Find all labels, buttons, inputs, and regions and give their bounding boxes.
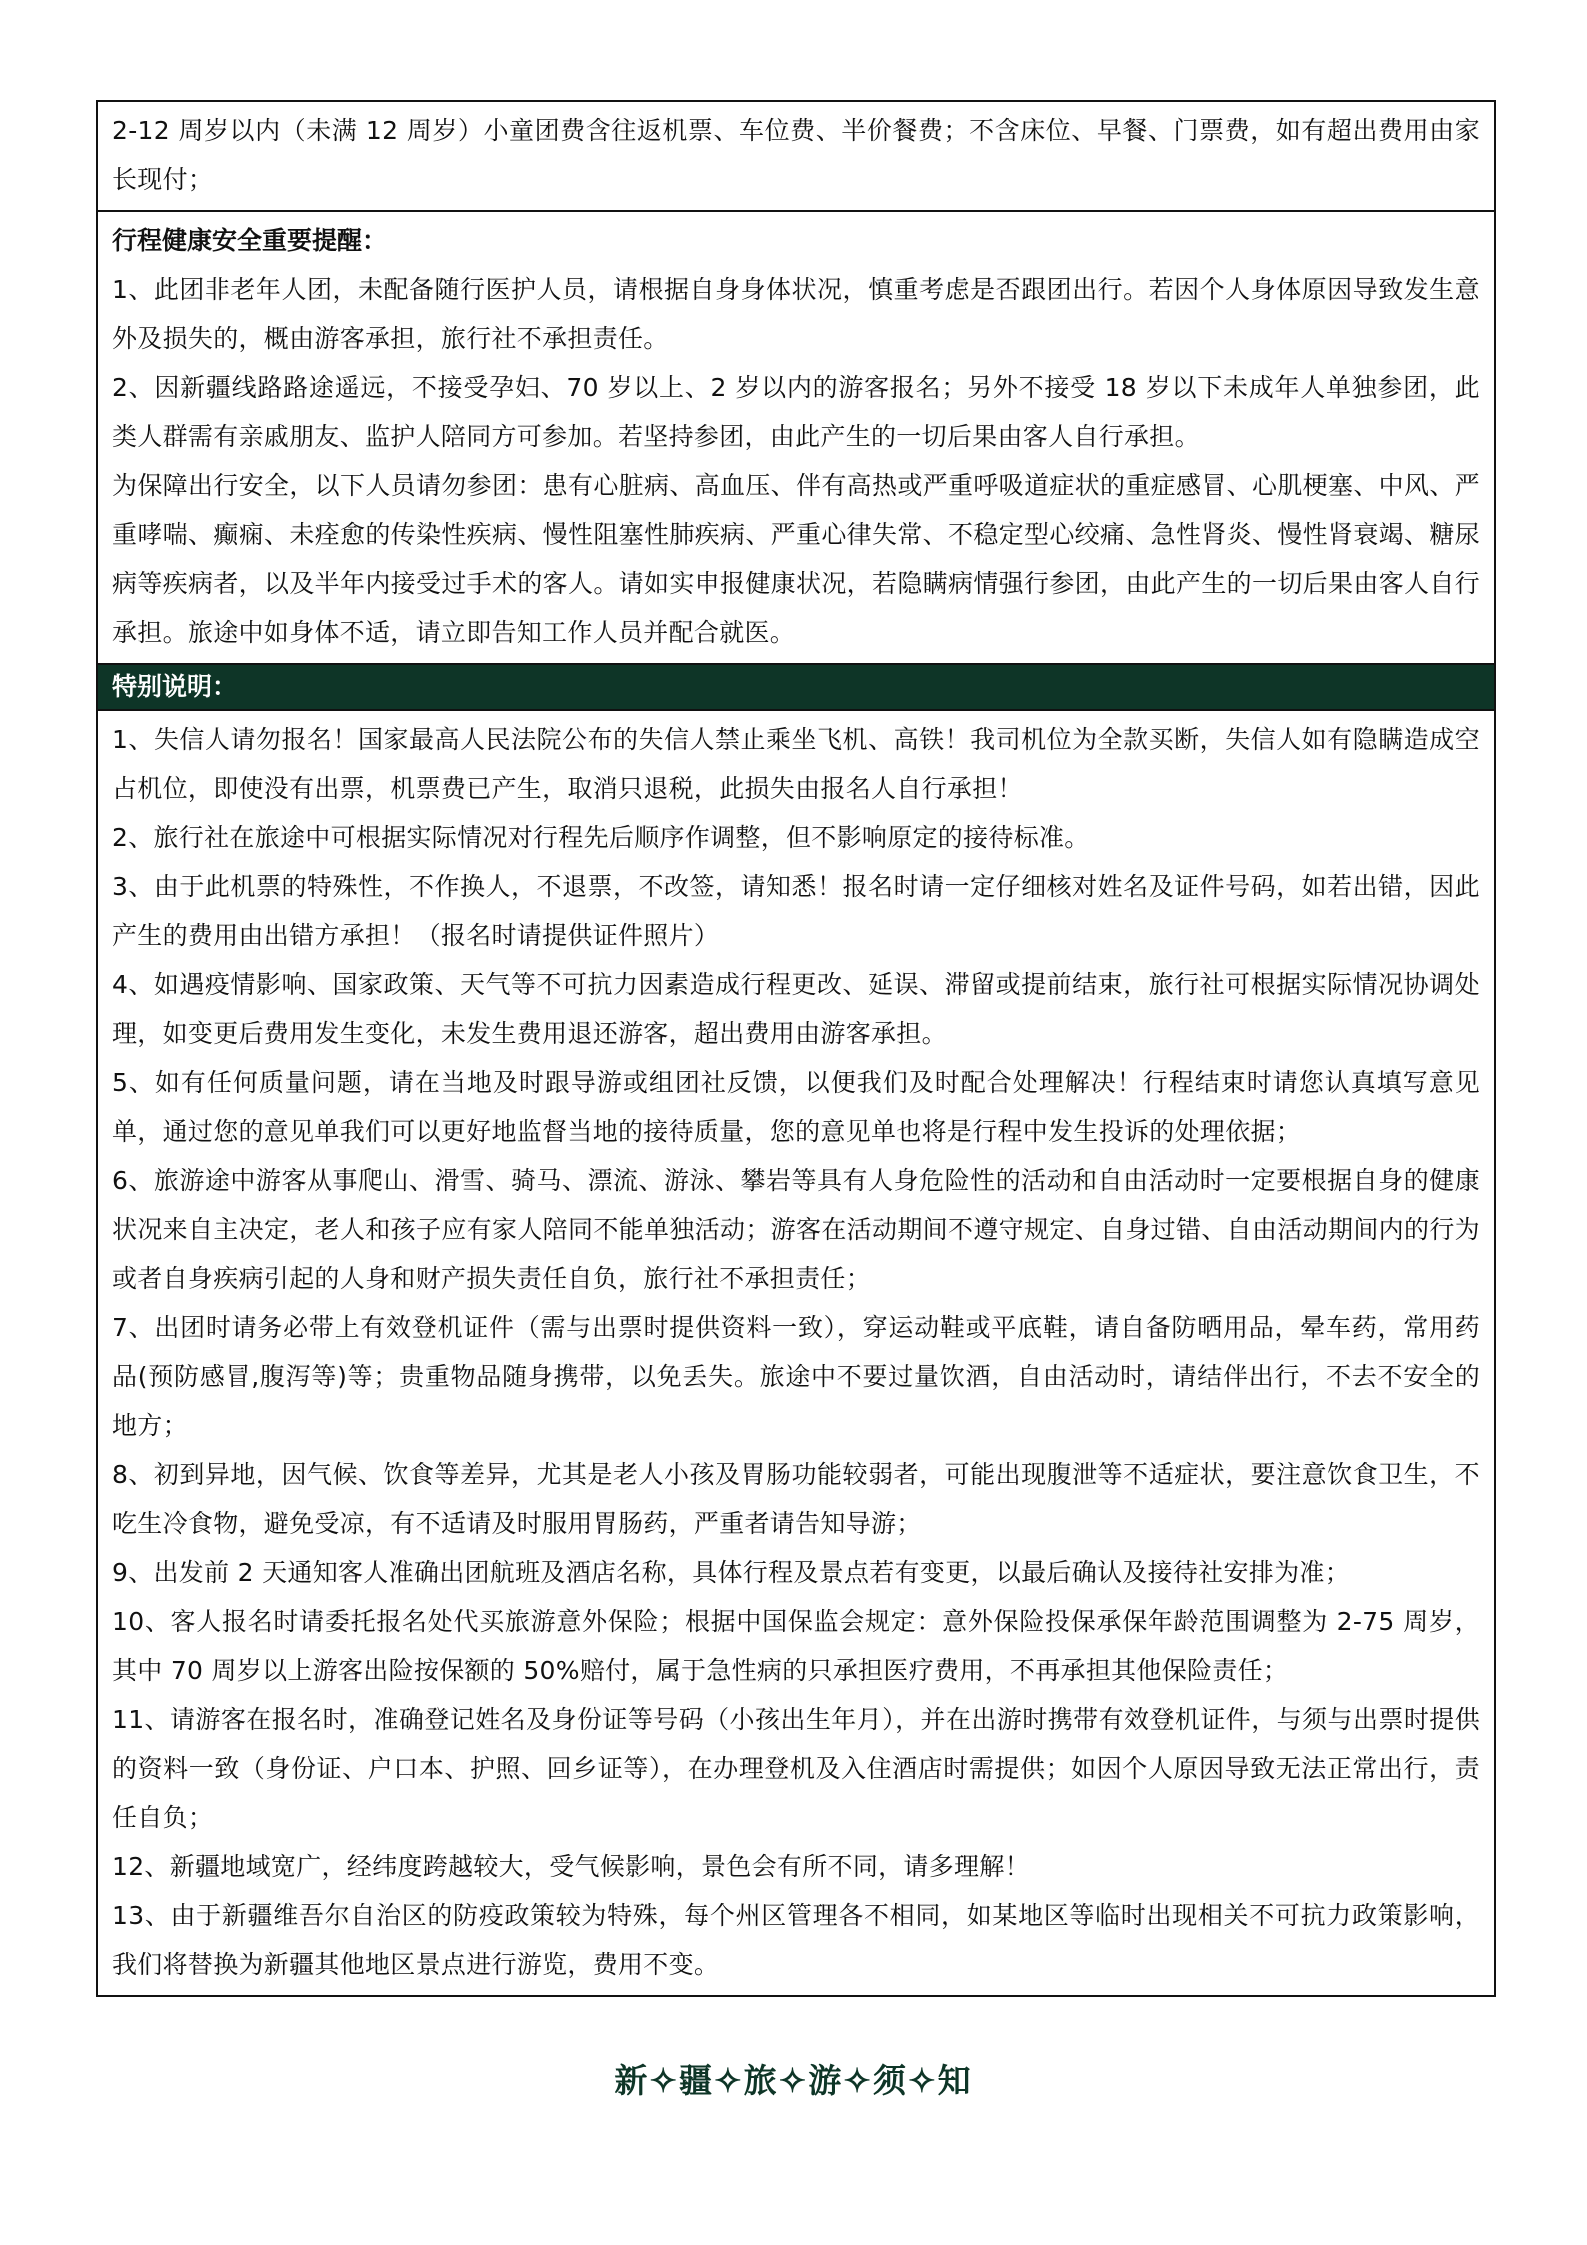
health-item: 1、此团非老年人团，未配备随行医护人员，请根据自身身体状况，慎重考虑是否跟团出行。若因个人身体原因导致发生意外及损失的，概由游客承担，旅行社不承担责任。: [112, 275, 1480, 353]
special-note-item: 8、初到异地，因气候、饮食等差异，尤其是老人小孩及胃肠功能较弱者，可能出现腹泄等不适症状，要注意饮食卫生，不吃生冷食物，避免受凉，有不适请及时服用胃肠药，严重者请告知导游；: [112, 1460, 1480, 1538]
special-note-item: 2、旅行社在旅途中可根据实际情况对行程先后顺序作调整，但不影响原定的接待标准。: [112, 823, 1090, 852]
special-note-item: 1、失信人请勿报名！国家最高人民法院公布的失信人禁止乘坐飞机、高铁！我司机位为全款买断，失信人如有隐瞒造成空占机位，即使没有出票，机票费已产生，取消只退税，此损失由报名人自行承担！: [112, 725, 1480, 803]
special-note-item: 13、由于新疆维吾尔自治区的防疫政策较为特殊，每个州区管理各不相同，如某地区等临时出现相关不可抗力政策影响，我们将替换为新疆其他地区景点进行游览，费用不变。: [112, 1901, 1480, 1979]
child-fee-section: [98, 102, 1494, 210]
special-note-item: 9、出发前 2 天通知客人准确出团航班及酒店名称，具体行程及景点若有变更，以最后确认及接待社安排为准；: [112, 1558, 1351, 1587]
special-note-item: 4、如遇疫情影响、国家政策、天气等不可抗力因素造成行程更改、延误、滞留或提前结束，旅行社可根据实际情况协调处理，如变更后费用发生变化，未发生费用退还游客，超出费用由游客承担。: [112, 970, 1480, 1048]
health-item: 为保障出行安全，以下人员请勿参团：患有心脏病、高血压、伴有高热或严重呼吸道症状的重症感冒、心肌梗塞、中风、严重哮喘、癫痫、未痊愈的传染性疾病、慢性阻塞性肺疾病、严重心律失常、不稳定型心绞痛、急性肾炎、慢性肾衰竭、糖尿病等疾病者，以及半年内接受过手术的客人。请如实申报健康状况，若隐瞒病情强行参团，由此产生的一切后果由客人自行承担。旅途中如身体不适，请立即告知工作人员并配合就医。: [112, 471, 1480, 647]
special-note-item: 11、请游客在报名时，准确登记姓名及身份证等号码（小孩出生年月），并在出游时携带有效登机证件，与须与出票时提供的资料一致（身份证、户口本、护照、回乡证等），在办理登机及入住酒店时需提供；如因个人原因导致无法正常出行，责任自负；: [112, 1705, 1480, 1832]
special-note-item: 10、客人报名时请委托报名处代买旅游意外保险；根据中国保监会规定：意外保险投保承保年龄范围调整为 2-75 周岁，其中 70 周岁以上游客出险按保额的 50%赔付，属于急性病的只承担医疗费用，不再承担其他保险责任；: [112, 1607, 1480, 1685]
footer-title: 新✧疆✧旅✧游✧须✧知: [614, 2061, 973, 2100]
child-fee-text: 2-12 周岁以内（未满 12 周岁）小童团费含往返机票、车位费、半价餐费；不含床位、早餐、门票费，如有超出费用由家长现付；: [112, 116, 1480, 194]
health-safety-title: 行程健康安全重要提醒：: [112, 226, 388, 255]
special-note-item: 5、如有任何质量问题，请在当地及时跟导游或组团社反馈，以便我们及时配合处理解决！行程结束时请您认真填写意见单，通过您的意见单我们可以更好地监督当地的接待质量，您的意见单也将是行程中发生投诉的处理依据；: [112, 1068, 1480, 1146]
health-safety-section: [98, 210, 1494, 663]
special-note-item: 12、新疆地域宽广，经纬度跨越较大，受气候影响，景色会有所不同，请多理解！: [112, 1852, 1030, 1881]
special-note-item: 3、由于此机票的特殊性，不作换人，不退票，不改签，请知悉！报名时请一定仔细核对姓名及证件号码，如若出错，因此产生的费用由出错方承担！（报名时请提供证件照片）: [112, 872, 1480, 950]
health-item: 2、因新疆线路路途遥远，不接受孕妇、70 岁以上、2 岁以内的游客报名；另外不接受 18 岁以下未成年人单独参团，此类人群需有亲戚朋友、监护人陪同方可参加。若坚持参团，由此产生的一切后果由客人自行承担。: [112, 373, 1480, 451]
special-note-item: 7、出团时请务必带上有效登机证件（需与出票时提供资料一致），穿运动鞋或平底鞋，请自备防晒用品，晕车药，常用药品(预防感冒,腹泻等)等；贵重物品随身携带，以免丢失。旅途中不要过量饮酒，自由活动时，请结伴出行，不去不安全的地方；: [112, 1313, 1480, 1440]
notice-table: [96, 100, 1496, 1997]
special-notes-section: [98, 709, 1494, 1995]
special-note-item: 6、旅游途中游客从事爬山、滑雪、骑马、漂流、游泳、攀岩等具有人身危险性的活动和自由活动时一定要根据自身的健康状况来自主决定，老人和孩子应有家人陪同不能单独活动；游客在活动期间不遵守规定、自身过错、自由活动期间内的行为或者自身疾病引起的人身和财产损失责任自负，旅行社不承担责任；: [112, 1166, 1480, 1293]
special-notes-header: 特别说明：: [98, 663, 1494, 709]
